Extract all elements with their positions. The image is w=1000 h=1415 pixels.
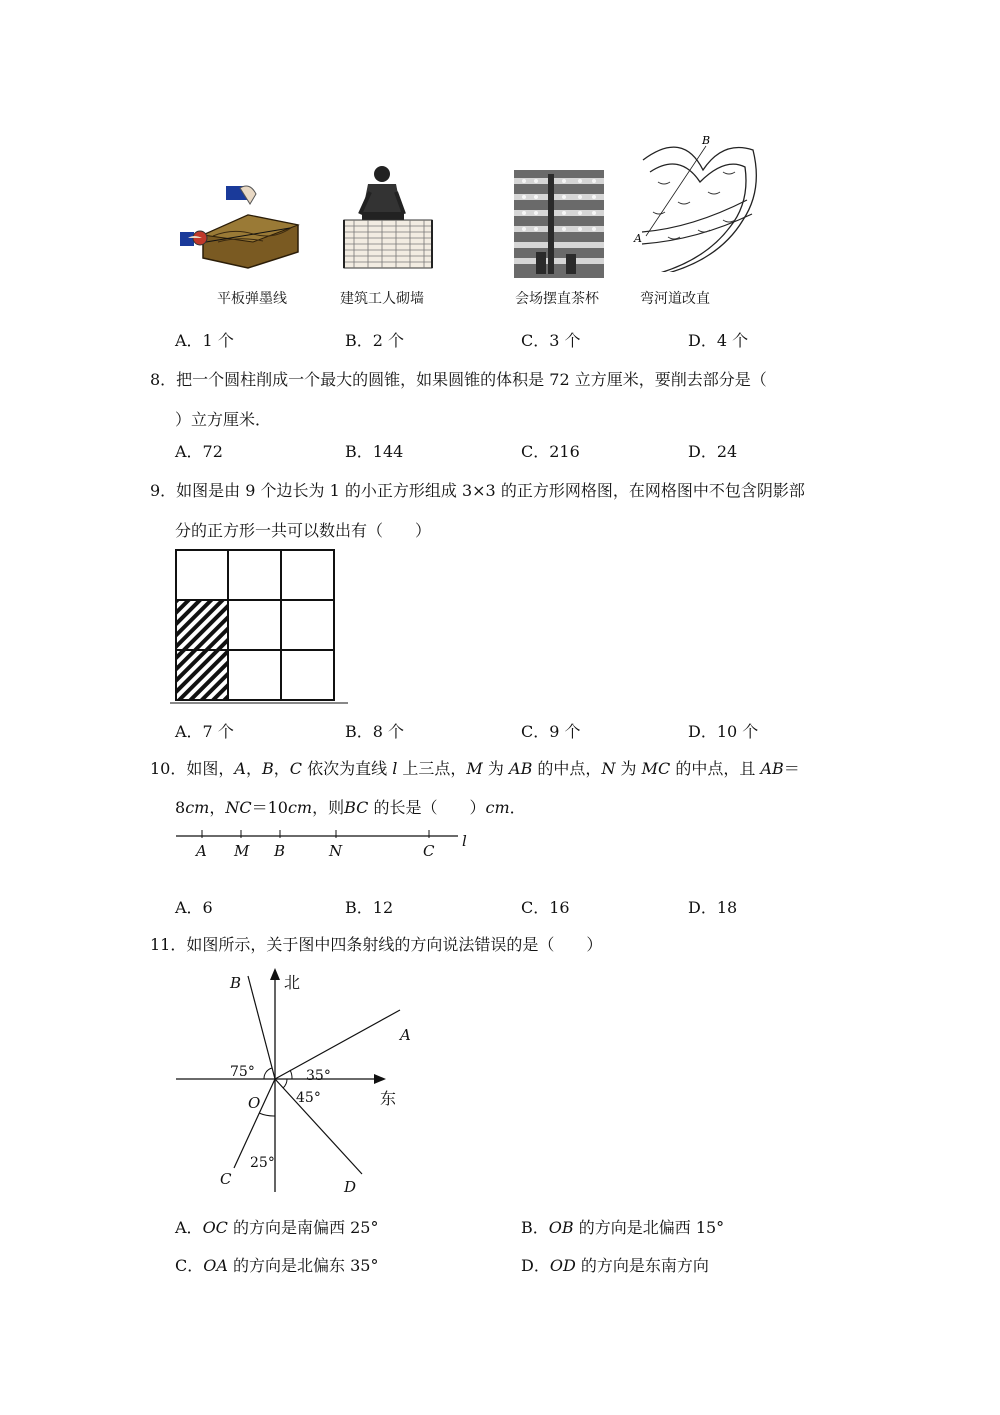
angle-45-label: 45° xyxy=(296,1090,321,1106)
q10-stem-line2: 8cm，NC＝10cm，则BC 的长是（ ）cm． xyxy=(175,798,526,817)
q8-option-a[interactable]: A．72 xyxy=(175,442,223,461)
caption-river: 弯河道改直 xyxy=(640,291,710,307)
q10-option-b[interactable]: B．12 xyxy=(345,898,394,917)
worker-wall-image xyxy=(340,162,440,282)
q8-option-c[interactable]: C．216 xyxy=(521,442,580,461)
q9-grid-figure xyxy=(170,548,350,708)
q7-option-b[interactable]: B．2 个 xyxy=(345,331,405,350)
caption-wall: 建筑工人砌墙 xyxy=(340,291,424,307)
ray-b-label: B xyxy=(230,974,242,992)
q10-option-c[interactable]: C．16 xyxy=(521,898,570,917)
q9-option-c[interactable]: C．9 个 xyxy=(521,722,581,741)
origin-o-label: O xyxy=(248,1094,261,1112)
q9-option-d[interactable]: D．10 个 xyxy=(688,722,759,741)
conference-teacups-image xyxy=(514,170,604,278)
angle-75-label: 75° xyxy=(230,1064,255,1080)
q11-option-a[interactable]: A．OC 的方向是南偏西 25° xyxy=(175,1218,379,1237)
q8-option-d[interactable]: D．24 xyxy=(688,442,738,461)
point-b-label: B xyxy=(274,842,286,860)
caption-teacups: 会场摆直茶杯 xyxy=(515,291,599,307)
q10-option-d[interactable]: D．18 xyxy=(688,898,738,917)
north-label: 北 xyxy=(284,973,301,992)
angle-25-label: 25° xyxy=(250,1155,275,1171)
q7-option-a[interactable]: A．1 个 xyxy=(175,331,234,350)
ray-a-label: A xyxy=(400,1026,411,1044)
river-label-b: B xyxy=(702,134,711,147)
q11-direction-figure xyxy=(172,962,417,1197)
q10-stem-line1: 10．如图，A，B，C 依次为直线 l 上三点，M 为 AB 的中点，N 为 MC 的中点，且 AB＝ xyxy=(150,759,800,778)
river-label-a: A xyxy=(634,232,642,245)
ray-c-label: C xyxy=(220,1170,232,1188)
q9-stem-line2: 分的正方形一共可以数出有（ ） xyxy=(175,521,432,540)
line-l-label: l xyxy=(462,832,467,850)
ray-d-label: D xyxy=(344,1178,357,1196)
q11-option-b[interactable]: B．OB 的方向是北偏西 15° xyxy=(521,1218,725,1237)
point-m-label: M xyxy=(234,842,250,860)
caption-board: 平板弹墨线 xyxy=(217,291,287,307)
north-arrow-icon xyxy=(270,968,280,980)
east-label: 东 xyxy=(380,1089,397,1108)
angle-35-label: 35° xyxy=(306,1068,331,1084)
q8-stem-line2: ）立方厘米． xyxy=(175,410,272,429)
q10-number-line xyxy=(172,826,472,862)
ray-oa xyxy=(275,1010,400,1079)
q8-stem-line1: 8．把一个圆柱削成一个最大的圆锥，如果圆锥的体积是 72 立方厘米，要削去部分是（ xyxy=(150,370,767,389)
east-arrow-icon xyxy=(374,1074,386,1084)
q11-option-d[interactable]: D．OD 的方向是东南方向 xyxy=(521,1256,709,1275)
q8-option-b[interactable]: B．144 xyxy=(345,442,404,461)
river-straightening-image xyxy=(628,132,758,272)
q11-option-c[interactable]: C．OA 的方向是北偏东 35° xyxy=(175,1256,379,1275)
point-a-label: A xyxy=(196,842,207,860)
q7-option-d[interactable]: D．4 个 xyxy=(688,331,749,350)
q9-option-b[interactable]: B．8 个 xyxy=(345,722,405,741)
q10-option-a[interactable]: A．6 xyxy=(175,898,213,917)
q11-stem: 11．如图所示，关于图中四条射线的方向说法错误的是（ ） xyxy=(150,935,603,954)
q9-stem-line1: 9．如图是由 9 个边长为 1 的小正方形组成 3×3 的正方形网格图，在网格图中不包含阴影部 xyxy=(150,481,805,500)
q7-option-c[interactable]: C．3 个 xyxy=(521,331,581,350)
q9-option-a[interactable]: A．7 个 xyxy=(175,722,234,741)
point-n-label: N xyxy=(329,842,343,860)
point-c-label: C xyxy=(423,842,435,860)
board-ink-line-image xyxy=(178,180,308,280)
